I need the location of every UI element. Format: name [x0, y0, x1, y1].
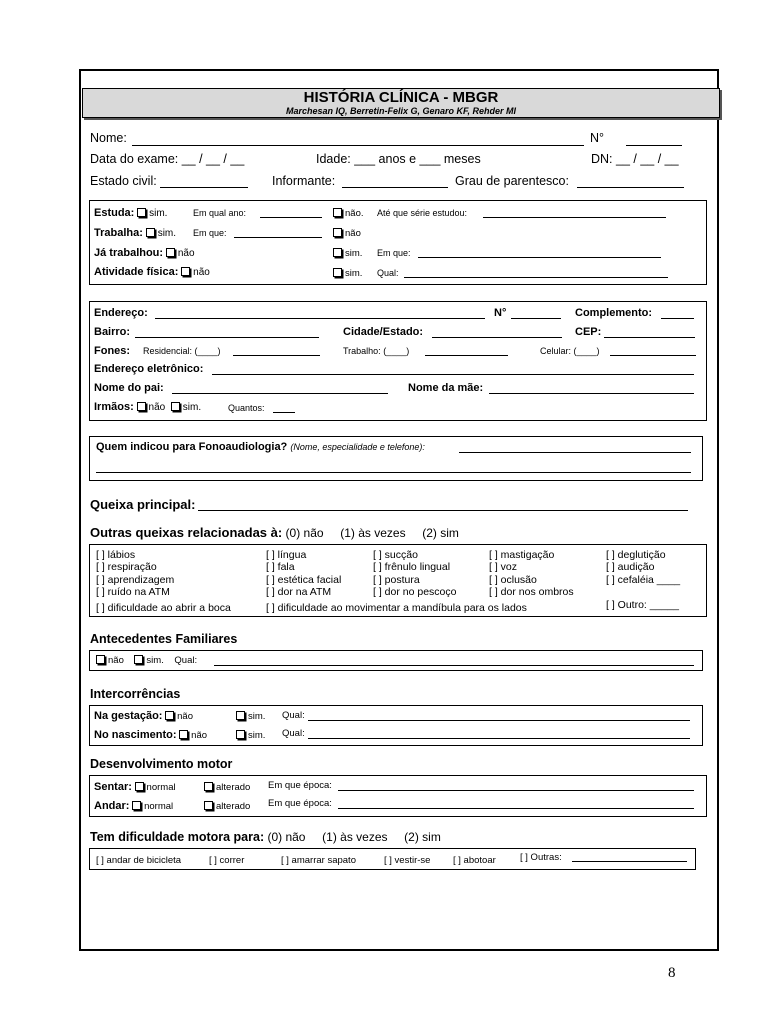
- queixa-labios[interactable]: [ ] lábios: [96, 549, 136, 561]
- gestacao-sim-checkbox[interactable]: [236, 711, 245, 720]
- intercorrencias-heading: Intercorrências: [90, 687, 181, 701]
- sentar-row: Sentar: normal: [94, 781, 176, 793]
- ja-trabalhou-row: Já trabalhou: não: [94, 247, 195, 259]
- antecedentes-sim-checkbox[interactable]: [134, 655, 143, 664]
- motora-correr[interactable]: [ ] correr: [209, 855, 245, 866]
- trabalha-nao-checkbox[interactable]: [333, 228, 342, 237]
- nascimento-qual-label: Qual:: [282, 728, 305, 739]
- andar-alterado: alterado: [204, 801, 250, 812]
- em-que-label: Em que:: [193, 228, 227, 238]
- queixa-degluticao[interactable]: [ ] deglutição: [606, 549, 666, 561]
- em-que-field[interactable]: [234, 237, 322, 238]
- motora-vestir[interactable]: [ ] vestir-se: [384, 855, 431, 866]
- cidade-field[interactable]: [432, 337, 562, 338]
- queixa-label: Queixa principal:: [90, 497, 196, 512]
- nascimento-qual-field[interactable]: [308, 738, 690, 739]
- estuda-sim-checkbox[interactable]: [137, 208, 146, 217]
- pai-label: Nome do pai:: [94, 382, 164, 394]
- queixa-field[interactable]: [198, 510, 688, 511]
- queixa-voz[interactable]: [ ] voz: [489, 561, 518, 573]
- trabalha-sim-checkbox[interactable]: [146, 228, 155, 237]
- motora-heading: Tem dificuldade motora para: (0) não (1) às vezes (2) sim: [90, 830, 441, 844]
- andar-normal-checkbox[interactable]: [132, 801, 141, 810]
- nome-label: Nome:: [90, 131, 127, 145]
- celular-label: Celular: (____): [540, 346, 600, 356]
- motora-bicicleta[interactable]: [ ] andar de bicicleta: [96, 855, 182, 866]
- endereco-label: Endereço:: [94, 307, 148, 319]
- queixa-fala[interactable]: [ ] fala: [266, 561, 295, 573]
- complemento-field[interactable]: [661, 318, 694, 319]
- data-exame-field[interactable]: Data do exame: __ / __ / __: [90, 152, 245, 166]
- queixa-succao[interactable]: [ ] sucção: [373, 549, 418, 561]
- atividade-row: Atividade física: não: [94, 266, 210, 278]
- trabalha-nao: não: [333, 228, 361, 239]
- mae-label: Nome da mãe:: [408, 382, 484, 394]
- queixa-dor-atm[interactable]: [ ] dor na ATM: [266, 586, 332, 598]
- estado-civil-label: Estado civil:: [90, 174, 157, 188]
- grau-field[interactable]: [577, 187, 684, 188]
- queixa-dor-pescoco[interactable]: [ ] dor no pescoço: [373, 586, 457, 598]
- complemento-label: Complemento:: [575, 307, 652, 319]
- numero-field[interactable]: [626, 145, 682, 146]
- queixa-estetica[interactable]: [ ] estética facial: [266, 574, 342, 586]
- qual-field[interactable]: [404, 277, 668, 278]
- form-title: HISTÓRIA CLÍNICA - MBGR: [303, 89, 499, 106]
- endereco-field[interactable]: [155, 318, 485, 319]
- celular-field[interactable]: [610, 355, 696, 356]
- irmaos-nao-checkbox[interactable]: [137, 402, 146, 411]
- informante-field[interactable]: [342, 187, 448, 188]
- pai-field[interactable]: [172, 393, 388, 394]
- atividade-nao-checkbox[interactable]: [181, 267, 190, 276]
- irmaos-row: Irmãos: não sim.: [94, 401, 202, 413]
- numero-label: N°: [590, 131, 605, 145]
- gestacao-nao-checkbox[interactable]: [165, 711, 174, 720]
- queixa-mastigacao[interactable]: [ ] mastigação: [489, 549, 555, 561]
- form-authors: Marchesan IQ, Berretin-Felix G, Genaro KF, Rehder MI: [285, 106, 517, 116]
- nascimento-sim: sim.: [236, 730, 265, 741]
- irmaos-sim-checkbox[interactable]: [171, 402, 180, 411]
- antecedentes-qual-field[interactable]: [214, 665, 694, 666]
- ja-trabalhou-nao-checkbox[interactable]: [166, 248, 175, 257]
- em-que2-label: Em que:: [377, 248, 411, 258]
- nome-field[interactable]: [132, 145, 584, 146]
- ja-trabalhou-sim-checkbox[interactable]: [333, 248, 342, 257]
- cep-field[interactable]: [604, 337, 695, 338]
- queixa-ruido-atm[interactable]: [ ] ruído na ATM: [96, 586, 170, 598]
- sentar-alterado: alterado: [204, 782, 250, 793]
- atividade-sim-checkbox[interactable]: [333, 268, 342, 277]
- eletronico-label: Endereço eletrônico:: [94, 363, 204, 375]
- antecedentes-nao-checkbox[interactable]: [96, 655, 105, 664]
- gestacao-row: Na gestação: não: [94, 710, 193, 722]
- em-qual-ano-label: Em qual ano:: [193, 208, 247, 218]
- outras-queixas-heading: Outras queixas relacionadas à: (0) não (1) às vezes (2) sim: [90, 525, 459, 540]
- antecedentes-heading: Antecedentes Familiares: [90, 632, 238, 646]
- cidade-label: Cidade/Estado:: [343, 326, 424, 338]
- andar-alterado-checkbox[interactable]: [204, 801, 213, 810]
- cep-label: CEP:: [575, 326, 602, 338]
- gestacao-qual-label: Qual:: [282, 710, 305, 721]
- em-que2-field[interactable]: [418, 257, 661, 258]
- andar-row: Andar: normal: [94, 800, 174, 812]
- queixa-postura[interactable]: [ ] postura: [373, 574, 420, 586]
- queixa-frenulo[interactable]: [ ] frênulo lingual: [373, 561, 451, 573]
- queixa-mandibula[interactable]: [ ] dificuldade ao movimentar a mandíbula para os lados: [266, 602, 527, 614]
- desenvolvimento-box: [89, 775, 707, 817]
- estuda-nao: não.: [333, 208, 364, 219]
- page-number: 8: [668, 965, 676, 981]
- ate-serie-field[interactable]: [483, 217, 666, 218]
- num-label: N°: [494, 307, 507, 319]
- queixa-oclusao[interactable]: [ ] oclusão: [489, 574, 537, 586]
- eletronico-field[interactable]: [212, 374, 694, 375]
- quem-indicou-field-1[interactable]: [459, 452, 691, 453]
- ate-serie-label: Até que série estudou:: [377, 208, 468, 218]
- nascimento-nao-checkbox[interactable]: [179, 730, 188, 739]
- residencial-label: Residencial: (____): [143, 346, 221, 356]
- nascimento-row: No nascimento: não: [94, 729, 208, 741]
- mae-field[interactable]: [489, 393, 694, 394]
- dn-field[interactable]: DN: __ / __ / __: [591, 152, 679, 166]
- queixa-outro[interactable]: [ ] Outro: _____: [606, 599, 679, 611]
- queixa-dor-ombros[interactable]: [ ] dor nos ombros: [489, 586, 574, 598]
- antecedentes-options: não sim. Qual:: [96, 655, 197, 666]
- motora-outras[interactable]: [ ] Outras:: [520, 852, 562, 863]
- motora-outras-field[interactable]: [572, 861, 687, 862]
- idade-field[interactable]: Idade: ___ anos e ___ meses: [316, 152, 481, 166]
- sentar-alterado-checkbox[interactable]: [204, 782, 213, 791]
- motora-abotoar[interactable]: [ ] abotoar: [453, 855, 496, 866]
- quem-indicou-field-2[interactable]: [96, 472, 691, 473]
- queixa-abrir-boca[interactable]: [ ] dificuldade ao abrir a boca: [96, 602, 231, 614]
- num-field[interactable]: [511, 318, 561, 319]
- fones-label: Fones:: [94, 345, 131, 357]
- bairro-label: Bairro:: [94, 326, 131, 338]
- grau-label: Grau de parentesco:: [455, 174, 569, 188]
- quem-indicou-label: Quem indicou para Fonoaudiologia? (Nome, especialidade e telefone):: [96, 441, 425, 453]
- informante-label: Informante:: [272, 174, 336, 188]
- andar-epoca-field[interactable]: [338, 808, 694, 809]
- queixa-cefaleia[interactable]: [ ] cefaléia ____: [606, 574, 681, 586]
- sentar-epoca-field[interactable]: [338, 790, 694, 791]
- queixa-respiracao[interactable]: [ ] respiração: [96, 561, 157, 573]
- qual-label: Qual:: [377, 268, 399, 278]
- trabalho-tel-label: Trabalho: (____): [343, 346, 410, 356]
- sentar-normal-checkbox[interactable]: [135, 782, 144, 791]
- queixa-audicao[interactable]: [ ] audição: [606, 561, 655, 573]
- andar-epoca-label: Em que época:: [268, 798, 332, 809]
- queixa-aprendizagem[interactable]: [ ] aprendizagem: [96, 574, 175, 586]
- gestacao-qual-field[interactable]: [308, 720, 690, 721]
- estado-civil-field[interactable]: [160, 187, 248, 188]
- residencial-field[interactable]: [233, 355, 320, 356]
- desenvolvimento-heading: Desenvolvimento motor: [90, 757, 233, 771]
- trabalha-row: Trabalha: sim.: [94, 227, 177, 239]
- queixa-lingua[interactable]: [ ] língua: [266, 549, 307, 561]
- bairro-field[interactable]: [135, 337, 319, 338]
- atividade-sim: sim.: [333, 268, 362, 279]
- quantos-label: Quantos:: [228, 403, 265, 413]
- sentar-epoca-label: Em que época:: [268, 780, 332, 791]
- motora-sapato[interactable]: [ ] amarrar sapato: [281, 855, 356, 866]
- ja-trabalhou-sim: sim.: [333, 248, 362, 259]
- nascimento-sim-checkbox[interactable]: [236, 730, 245, 739]
- trabalho-tel-field[interactable]: [425, 355, 508, 356]
- estuda-row: Estuda: sim.: [94, 207, 168, 219]
- gestacao-sim: sim.: [236, 711, 265, 722]
- estuda-nao-checkbox[interactable]: [333, 208, 342, 217]
- em-qual-ano-field[interactable]: [260, 217, 322, 218]
- quantos-field[interactable]: [273, 412, 295, 413]
